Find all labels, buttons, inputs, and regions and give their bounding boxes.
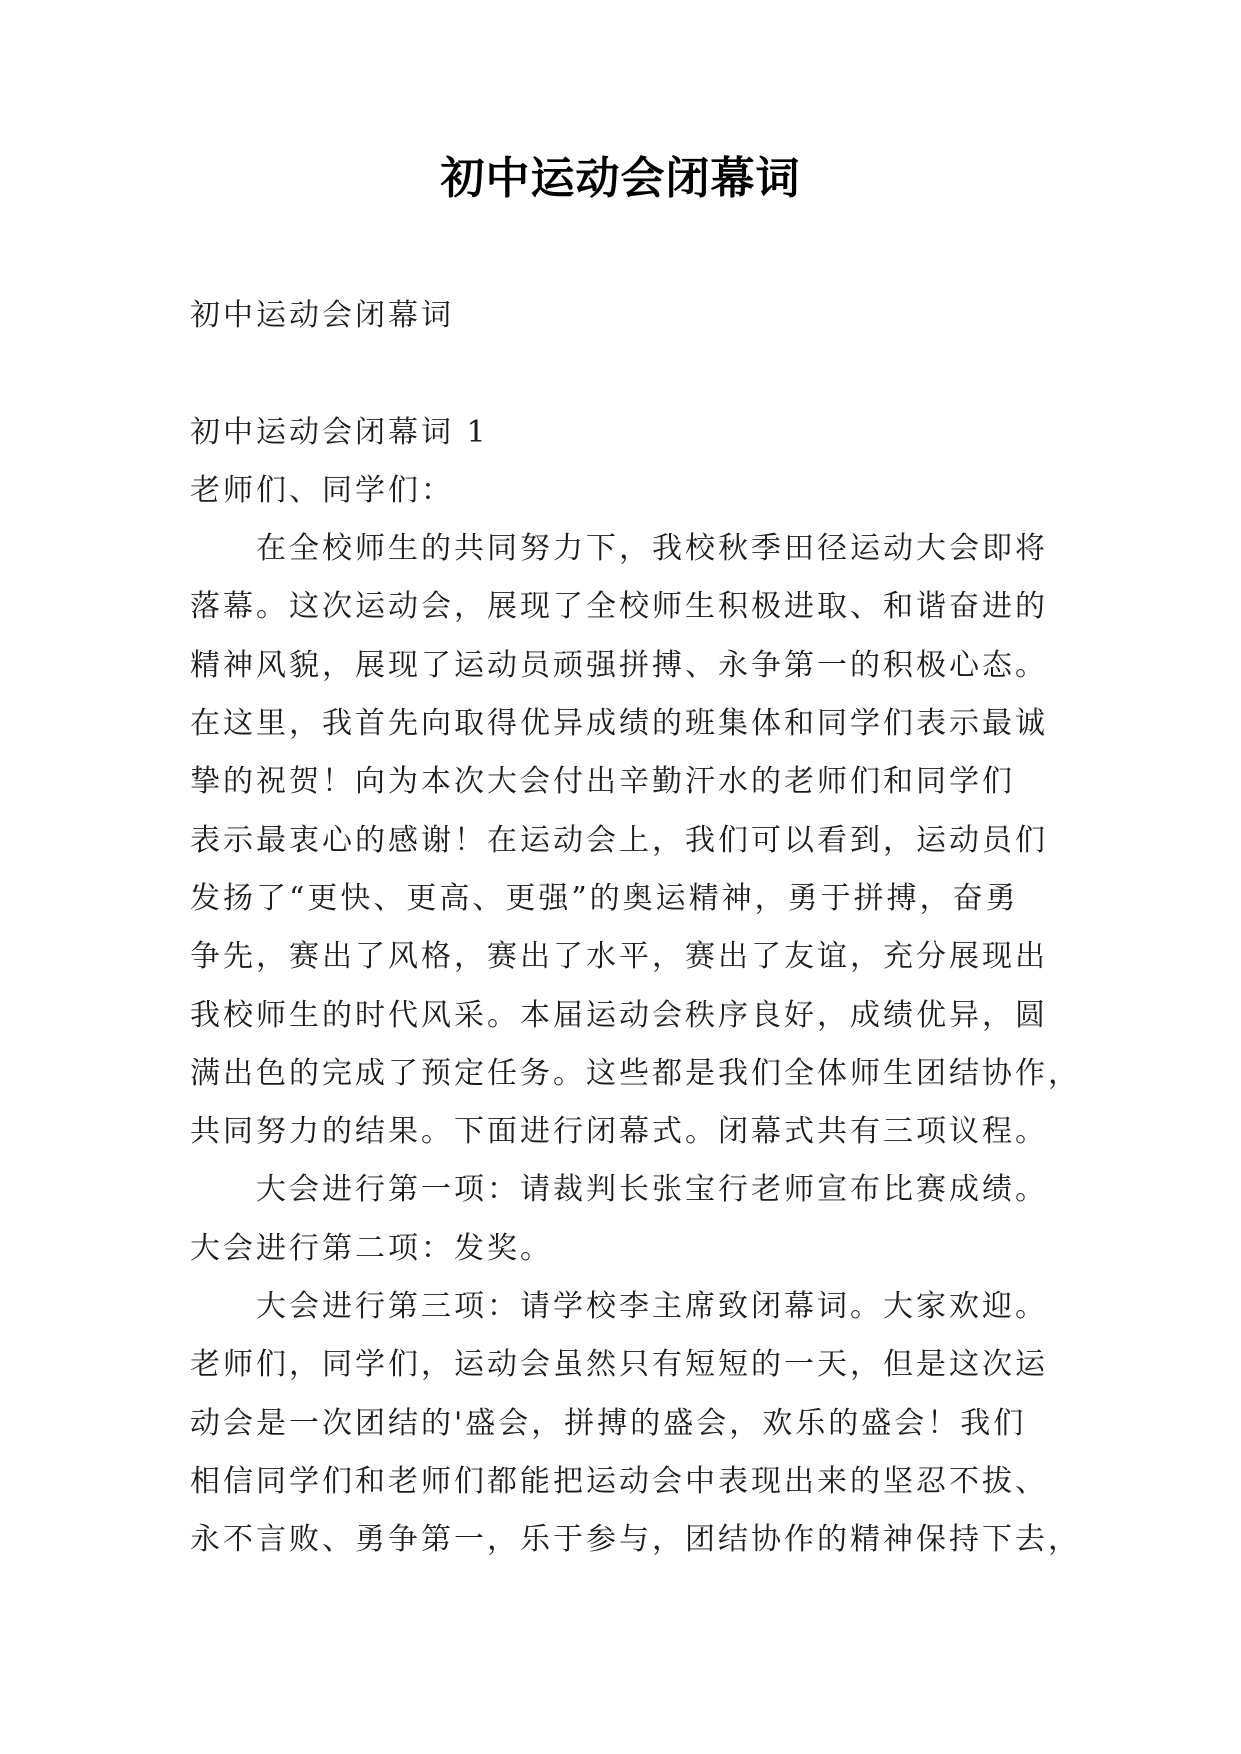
paragraph-line: 在全校师生的共同努力下，我校秋季田径运动大会即将 [256,531,1048,567]
paragraph-line: 满出色的完成了预定任务。这些都是我们全体师生团结协作， [190,1055,1081,1091]
paragraph [190,520,1090,1161]
paragraph [190,1161,1090,1278]
paragraph-line: 大会进行第二项：发奖。 [190,1230,553,1266]
paragraph-line: 大会进行第三项：请学校李主席致闭幕词。大家欢迎。 [256,1289,1048,1325]
paragraph-line: 表示最衷心的感谢！在运动会上，我们可以看到，运动员们 [190,822,1048,858]
paragraph-line: 挚的祝贺！向为本次大会付出辛勤汗水的老师们和同学们 [190,764,1015,800]
blank-line [190,345,1090,403]
paragraph-line: 精神风貌，展现了运动员顽强拼搏、永争第一的积极心态。 [190,647,1048,683]
paragraph [190,1278,1090,1569]
document-heading: 初中运动会闭幕词 [190,298,454,333]
paragraph-line: 动会是一次团结的'盛会，拼搏的盛会，欢乐的盛会！我们 [190,1405,1027,1441]
document-body [190,287,1090,1570]
paragraph-line: 落幕。这次运动会，展现了全校师生积极进取、和谐奋进的 [190,589,1048,625]
paragraph-line: 争先，赛出了风格，赛出了水平，赛出了友谊，充分展现出 [190,939,1048,975]
paragraph-line: 共同努力的结果。下面进行闭幕式。闭幕式共有三项议程。 [190,1114,1048,1150]
paragraph-line: 老师们，同学们，运动会虽然只有短短的一天，但是这次运 [190,1347,1048,1383]
paragraph-line: 发扬了“更快、更高、更强”的奥运精神，勇于拼搏，奋勇 [190,880,1019,916]
section-title: 初中运动会闭幕词 1 [190,414,489,450]
salutation: 老师们、同学们： [190,472,454,508]
paragraph-line: 永不言败、勇争第一，乐于参与，团结协作的精神保持下去， [190,1522,1081,1558]
paragraph-line: 在这里，我首先向取得优异成绩的班集体和同学们表示最诚 [190,706,1048,742]
paragraph-line: 相信同学们和老师们都能把运动会中表现出来的坚忍不拔、 [190,1463,1048,1499]
document-title: 初中运动会闭幕词 [440,153,801,204]
paragraph-line: 大会进行第一项：请裁判长张宝行老师宣布比赛成绩。 [256,1172,1048,1208]
paragraph-line: 我校师生的时代风采。本届运动会秩序良好，成绩优异，圆 [190,997,1048,1033]
